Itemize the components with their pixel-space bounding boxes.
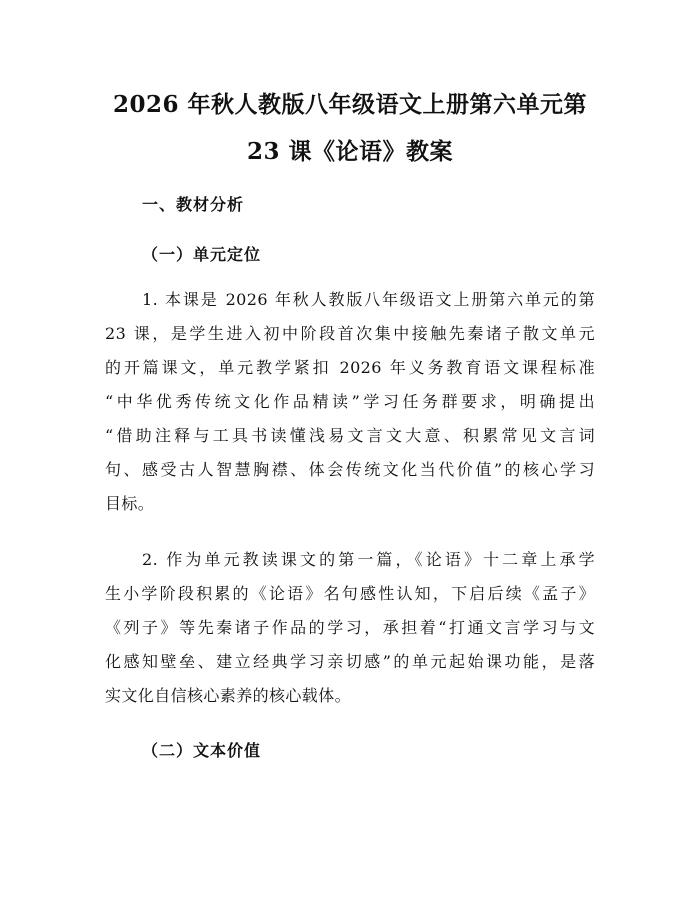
paragraph-1-line: 1. 本课是 2026 年秋人教版八年级语文上册第六单元的第 — [142, 290, 595, 309]
document-title-line-1: 2026 年秋人教版八年级语文上册第六单元第 — [112, 91, 588, 118]
paragraph-2-line: 生小学阶段积累的《论语》名句感性认知，下启后续《孟子》 — [105, 584, 595, 603]
paragraph-1 — [105, 283, 595, 521]
paragraph-2-line: 实文化自信核心素养的核心载体。 — [105, 686, 352, 705]
paragraph-1-line: “中华优秀传统文化作品精读”学习任务群要求，明确提出 — [105, 392, 595, 411]
paragraph-1-line: 句、感受古人智慧胸襟、体会传统文化当代价值”的核心学习 — [105, 460, 595, 479]
section-heading-teaching-material-analysis: 一、教材分析 — [142, 195, 245, 214]
paragraph-1-line: “借助注释与工具书读懂浅易文言文大意、积累常见文言词 — [105, 426, 595, 445]
paragraph-2-line: 2. 作为单元教读课文的第一篇，《论语》十二章上承学 — [142, 550, 595, 569]
paragraph-2-line: 化感知壁垒、建立经典学习亲切感”的单元起始课功能，是落 — [105, 652, 595, 671]
paragraph-1-line: 目标。 — [105, 494, 155, 513]
paragraph-2-line: 《列子》等先秦诸子作品的学习，承担着“打通文言学习与文 — [105, 618, 595, 637]
subsection-heading-unit-positioning: （一）单元定位 — [142, 245, 262, 264]
subsection-heading-text-value: （二）文本价值 — [142, 741, 262, 760]
paragraph-1-line: 23 课，是学生进入初中阶段首次集中接触先秦诸子散文单元 — [105, 324, 595, 343]
document-title-line-2: 23 课《论语》教案 — [246, 138, 453, 165]
paragraph-2 — [105, 543, 595, 713]
paragraph-1-line: 的开篇课文，单元教学紧扣 2026 年义务教育语文课程标准 — [105, 358, 595, 377]
